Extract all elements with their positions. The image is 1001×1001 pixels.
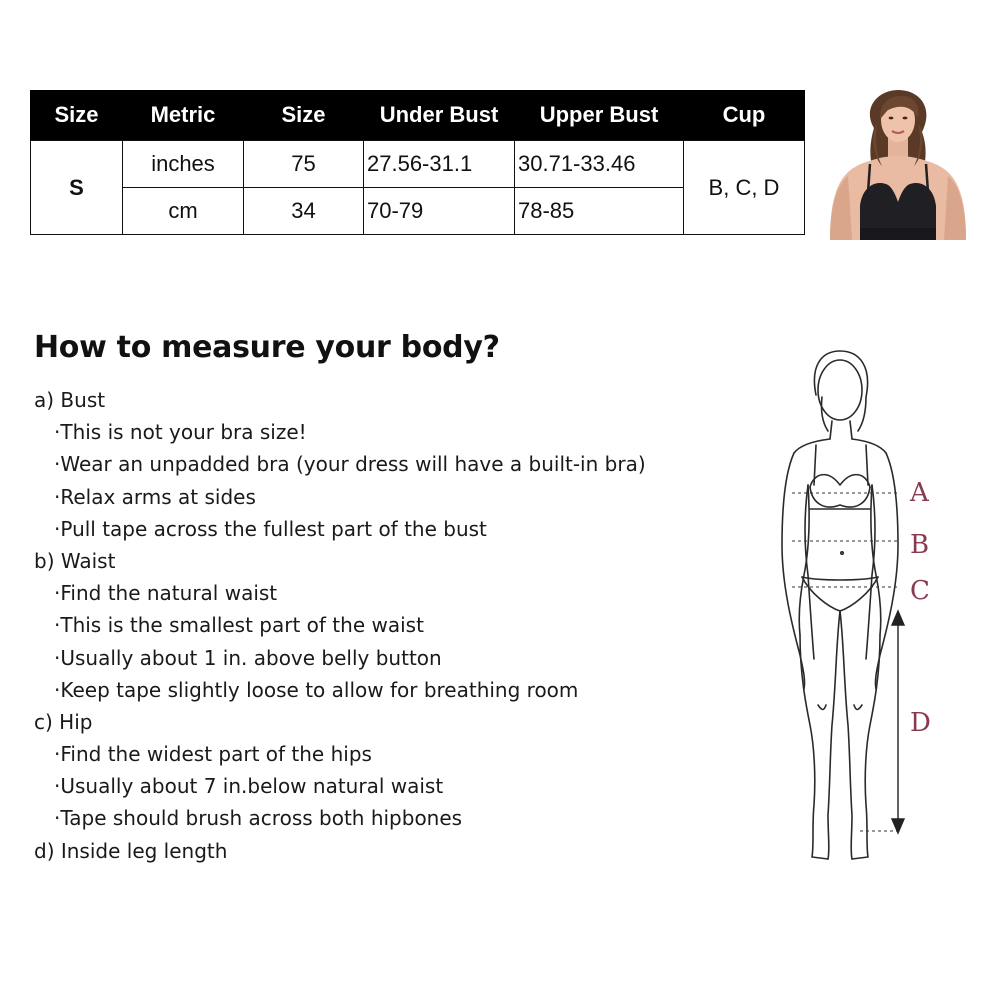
measure-steps <box>34 384 734 867</box>
section-label: c) Hip <box>34 709 93 734</box>
list-item: ·Pull tape across the fullest part of the bust <box>54 516 487 541</box>
header-cup: Cup <box>684 90 805 141</box>
upper-bust-cell: 30.71-33.46 <box>515 141 684 188</box>
under-bust-cell: 27.56-31.1 <box>364 141 515 188</box>
size-cell: 75 <box>244 141 364 188</box>
size-chart-table <box>30 90 805 235</box>
list-item: ·This is the smallest part of the waist <box>54 613 424 638</box>
header-metric: Metric <box>123 90 244 141</box>
list-item: ·Usually about 1 in. above belly button <box>54 645 442 670</box>
measure-guide-title: How to measure your body? <box>34 330 500 365</box>
list-item: ·Wear an unpadded bra (your dress will have a built-in bra) <box>54 452 646 477</box>
upper-bust-cell: 78-85 <box>515 188 684 235</box>
list-item: ·Usually about 7 in.below natural waist <box>54 774 444 799</box>
list-item: ·Relax arms at sides <box>54 484 256 509</box>
metric-cell: inches <box>123 141 244 188</box>
model-photo <box>822 88 974 240</box>
list-item: ·Tape should brush across both hipbones <box>54 806 463 831</box>
under-bust-cell: 70-79 <box>364 188 515 235</box>
table-row <box>31 141 805 188</box>
section-label: a) Bust <box>34 388 106 412</box>
header-under-bust: Under Bust <box>364 90 515 141</box>
table-header-row <box>31 90 805 141</box>
header-size: Size <box>31 90 123 141</box>
marker-c: C <box>910 576 930 606</box>
list-item: ·Find the widest part of the hips <box>54 742 372 767</box>
marker-b: B <box>910 530 930 560</box>
metric-cell: cm <box>123 188 244 235</box>
body-measurement-figure <box>770 345 940 870</box>
list-item: ·Find the natural waist <box>54 581 278 606</box>
section-label: b) Waist <box>34 548 116 573</box>
size-label-cell: S <box>31 141 123 235</box>
marker-a: A <box>910 478 929 508</box>
cup-cell: B, C, D <box>684 141 805 235</box>
list-item: ·This is not your bra size! <box>54 420 307 445</box>
header-size-value: Size <box>244 90 364 141</box>
section-label: d) Inside leg length <box>34 838 228 863</box>
list-item: ·Keep tape slightly loose to allow for breathing room <box>54 677 579 702</box>
header-upper-bust: Upper Bust <box>515 90 684 141</box>
size-cell: 34 <box>244 188 364 235</box>
marker-d: D <box>910 708 931 738</box>
